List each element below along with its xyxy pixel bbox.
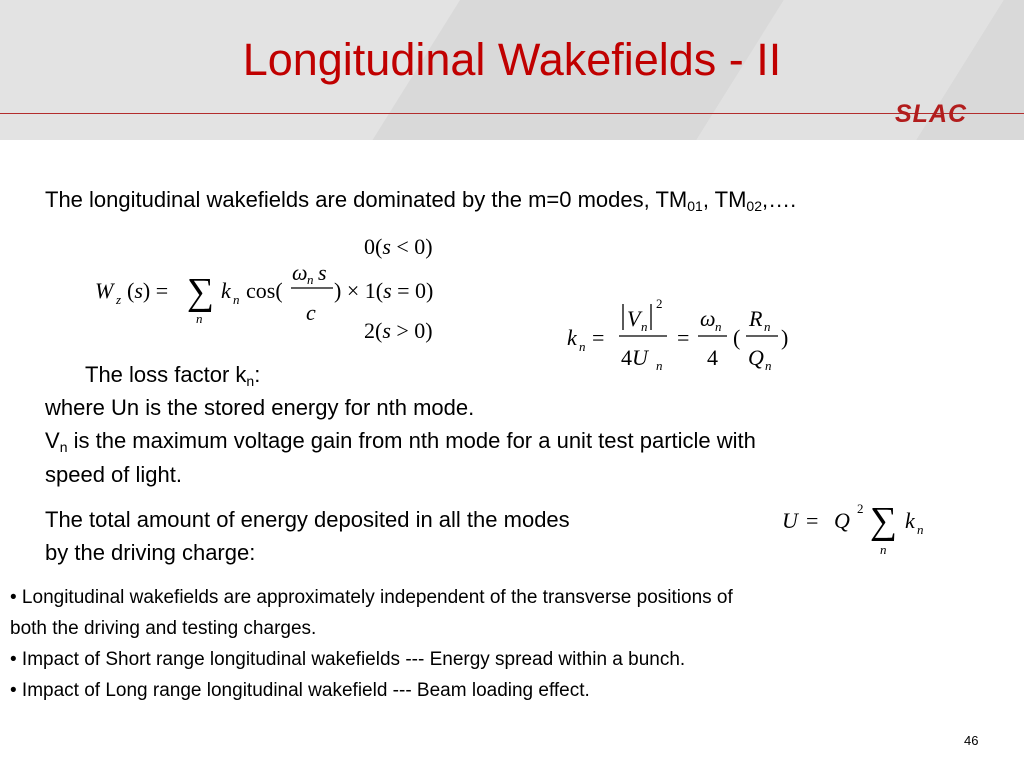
svg-text:c: c <box>306 300 316 325</box>
loss-factor-label <box>85 361 260 389</box>
loss-factor-text: The loss factor k <box>85 362 247 387</box>
bullet-line: both the driving and testing charges. <box>10 618 317 639</box>
svg-text:∑: ∑ <box>870 500 898 542</box>
svg-text:4U: 4U <box>621 345 648 370</box>
intro-sub-01: 01 <box>687 198 703 214</box>
svg-text:cos(: cos( <box>246 278 283 303</box>
vn-sub: n <box>59 439 68 455</box>
svg-text:(: ( <box>733 325 741 350</box>
svg-text:n: n <box>917 522 924 537</box>
bullet-line: • Impact of Short range longitudinal wakefields --- Energy spread within a bunch. <box>10 649 686 670</box>
vn-text: is the maximum voltage gain from nth mode for a unit test particle with <box>67 428 756 453</box>
loss-factor-sub: n <box>246 373 255 389</box>
vn-symbol: V <box>45 428 60 453</box>
svg-text:k: k <box>567 325 577 350</box>
voltage-gain-line-2: speed of light. <box>45 462 182 487</box>
svg-text:) × 1(s = 0): ) × 1(s = 0) <box>334 278 434 303</box>
svg-text:k: k <box>221 278 231 303</box>
svg-text:V: V <box>627 306 641 331</box>
header-divider <box>0 113 1024 114</box>
svg-text:U: U <box>782 508 798 533</box>
intro-mid: , TM <box>702 187 747 212</box>
svg-text:ω: ω <box>700 306 716 331</box>
intro-sub-02: 02 <box>746 198 762 214</box>
bullet-line: • Impact of Long range longitudinal wakefield --- Beam loading effect. <box>10 680 590 701</box>
svg-text:4: 4 <box>707 345 718 370</box>
svg-text:2: 2 <box>656 296 663 311</box>
svg-text:n: n <box>579 339 586 354</box>
slide-title: Longitudinal Wakefields - II <box>242 34 782 85</box>
svg-text:n: n <box>764 319 771 334</box>
intro-text: The longitudinal wakefields are dominated by the m=0 modes, TM <box>45 187 688 212</box>
page-number: 46 <box>964 733 979 748</box>
svg-text:n: n <box>641 319 648 334</box>
svg-text:2(s > 0): 2(s > 0) <box>364 318 433 343</box>
energy-deposit-line-2: by the driving charge: <box>45 540 256 565</box>
svg-text:s: s <box>318 260 327 285</box>
intro-line <box>45 186 796 214</box>
svg-text:(s) =: (s) = <box>127 278 169 303</box>
energy-deposit-line-1: The total amount of energy deposited in all the modes <box>45 507 570 532</box>
svg-text:n: n <box>656 358 663 373</box>
svg-text:R: R <box>749 306 763 331</box>
slac-logo: SLAC <box>895 100 968 128</box>
svg-text:n: n <box>880 542 887 557</box>
svg-text:Q: Q <box>834 508 850 533</box>
svg-text:W: W <box>95 278 114 303</box>
stored-energy-line: where Un is the stored energy for nth mode. <box>45 395 475 420</box>
svg-text:k: k <box>905 508 915 533</box>
svg-text:n: n <box>715 319 722 334</box>
voltage-gain-line <box>45 427 756 455</box>
loss-factor-colon: : <box>254 362 261 387</box>
svg-text:0(s < 0): 0(s < 0) <box>364 234 433 259</box>
svg-text:n: n <box>196 311 203 326</box>
svg-text:2: 2 <box>857 501 864 516</box>
svg-text:n: n <box>307 272 314 287</box>
intro-tail: ,…. <box>761 187 797 212</box>
svg-text:n: n <box>233 292 240 307</box>
svg-text:=: = <box>592 325 605 350</box>
bullet-line: • Longitudinal wakefields are approximately independent of the transverse positions of <box>10 587 733 608</box>
svg-text:ω: ω <box>292 260 308 285</box>
svg-text:Q: Q <box>748 345 764 370</box>
svg-text:z: z <box>116 292 122 307</box>
svg-text:=: = <box>806 508 819 533</box>
svg-text:): ) <box>781 325 789 350</box>
svg-text:∑: ∑ <box>187 271 215 313</box>
svg-text:=: = <box>677 325 690 350</box>
svg-text:n: n <box>765 358 772 373</box>
